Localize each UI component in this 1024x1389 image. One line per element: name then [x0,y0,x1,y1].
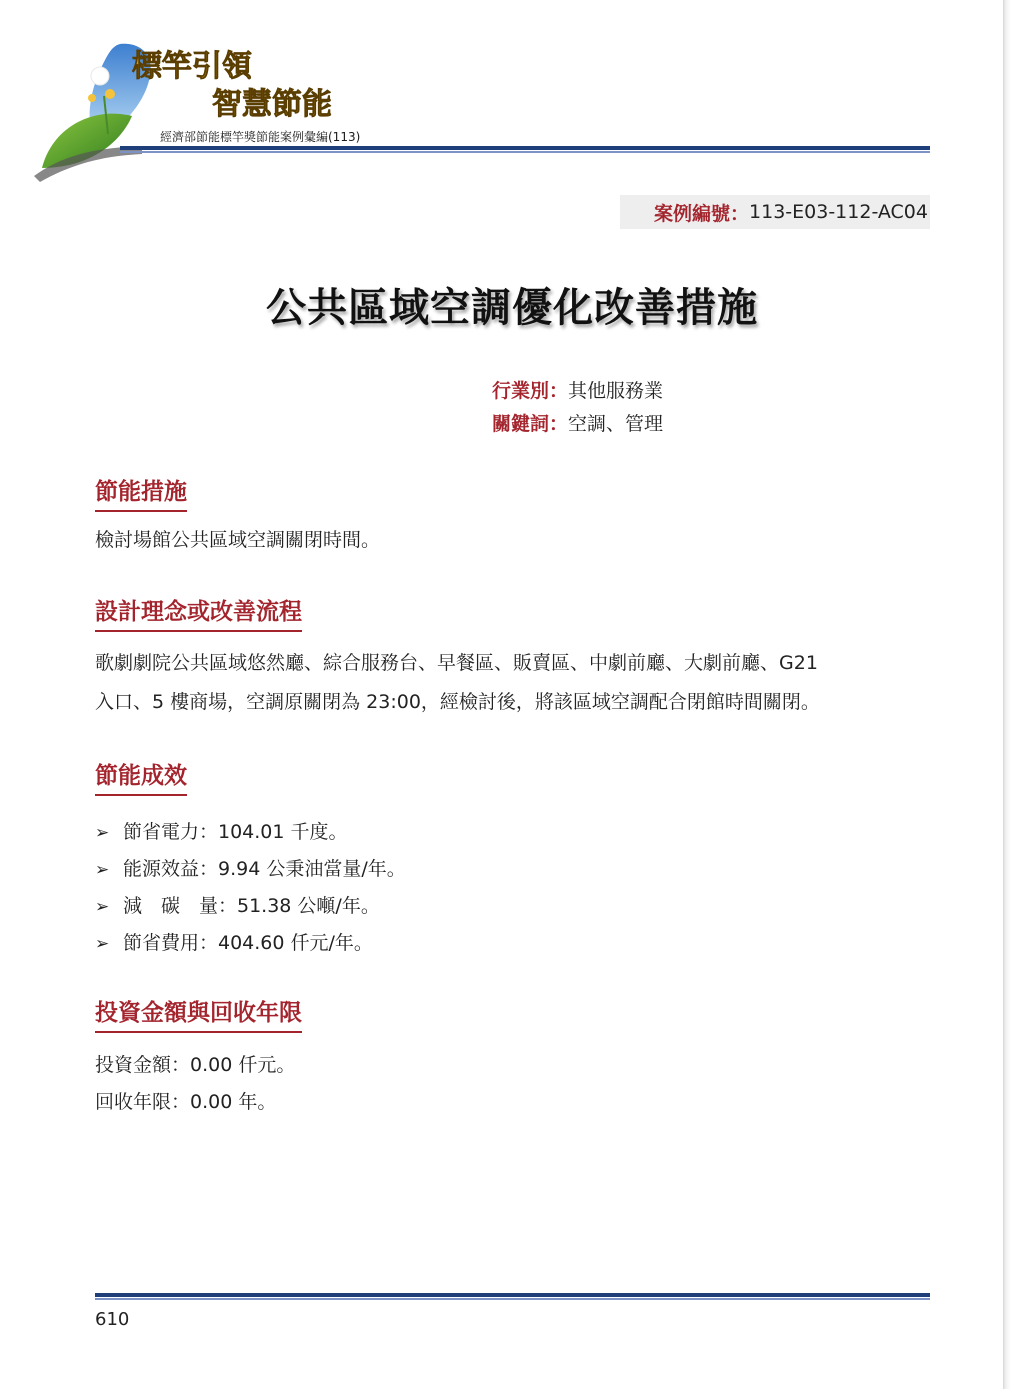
result-item [95,891,380,918]
case-number-value: 113-E03-112-AC04 [749,201,928,223]
logo-title-line2: 智慧節能 [212,87,332,122]
case-number-label: 案例編號： [654,202,750,225]
result-item [95,817,348,844]
header-divider [120,146,930,150]
arrow-bullet-icon: ➢ [95,934,110,954]
result-item-text: 節省費用：404.60 仟元/年。 [123,932,373,954]
result-item [95,928,373,955]
arrow-bullet-icon: ➢ [95,823,110,843]
result-item-text: 節省電力：104.01 千度。 [123,821,348,843]
page-number: 610 [95,1309,130,1330]
industry-value: 其他服務業 [568,380,664,402]
arrow-bullet-icon: ➢ [95,897,110,917]
design-text-line2: 入口、5 樓商場，空調原關閉為 23:00，經檢討後，將該區域空調配合閉館時間關閉。 [95,691,820,713]
case-number-box [620,195,930,229]
keywords-label: 關鍵詞： [492,413,569,435]
section-heading-measures: 節能措施 [95,473,187,512]
industry-label: 行業別： [492,380,569,402]
page-title: 公共區域空調優化改善措施 [266,285,758,331]
result-item [95,854,406,881]
footer-divider-thin [95,1298,930,1300]
section-heading-investment: 投資金額與回收年限 [95,994,302,1033]
arrow-bullet-icon: ➢ [95,860,110,880]
dandelion-icon [91,67,109,85]
keywords-row [492,409,663,436]
footer-divider [95,1293,930,1297]
header-divider-thin [120,151,930,153]
result-item-text: 能源效益：9.94 公秉油當量/年。 [123,858,406,880]
design-text-line1: 歌劇劇院公共區域悠然廳、綜合服務台、早餐區、販賣區、中劇前廳、大劇前廳、G21 [95,652,818,674]
header-logo [22,36,382,186]
section-heading-results: 節能成效 [95,757,187,796]
keywords-value: 空調、管理 [568,413,664,435]
section-heading-design: 設計理念或改善流程 [95,593,302,632]
logo-title-line1: 標竿引領 [132,49,252,84]
page-edge [1003,0,1024,1389]
investment-amount: 投資金額：0.00 仟元。 [95,1054,296,1076]
industry-row [492,376,663,403]
measures-text: 檢討場館公共區域空調關閉時間。 [95,529,381,551]
header-subtitle: 經濟部節能標竿獎節能案例彙編(113) [160,130,361,144]
payback-period: 回收年限：0.00 年。 [95,1091,277,1113]
result-item-text: 減 碳 量：51.38 公噸/年。 [123,895,380,917]
